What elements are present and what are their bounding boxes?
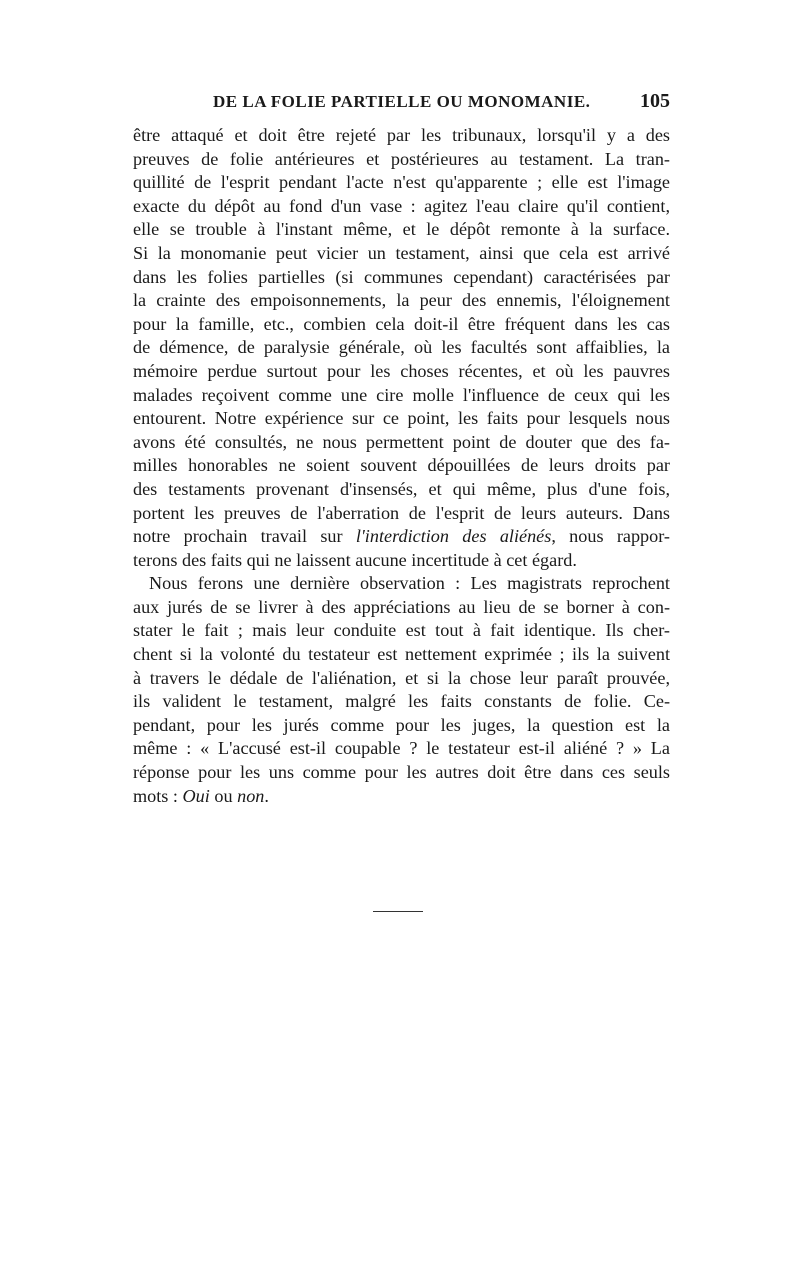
text-line: de démence, de paralysie générale, où les facultés sont affaiblies, la bbox=[133, 337, 670, 358]
text-line: même : « L'accusé est-il coupable ? le testateur est-il aliéné ? » La bbox=[133, 738, 670, 759]
text-line: Si la monomanie peut vicier un testament, ainsi que cela est arrivé bbox=[133, 242, 670, 263]
running-title: DE LA FOLIE PARTIELLE OU MONOMANIE. bbox=[213, 92, 591, 111]
text-line: elle se trouble à l'instant même, et le dépôt remonte à la surface. bbox=[133, 219, 670, 240]
text-line: Nous ferons une dernière observation : Les magistrats reprochent bbox=[149, 573, 670, 594]
text-segment: notre prochain travail sur bbox=[133, 526, 356, 547]
text-line: exacte du dépôt au fond d'un vase : agitez l'eau claire qu'il contient, bbox=[133, 195, 670, 216]
page-header bbox=[133, 92, 670, 120]
page-number: 105 bbox=[640, 90, 670, 112]
text-line: réponse pour les uns comme pour les autres doit être dans ces seuls bbox=[133, 762, 670, 783]
text-line: entourent. Notre expérience sur ce point, les faits pour lesquels nous bbox=[133, 408, 670, 429]
text-line: pour la famille, etc., combien cela doit-il être fréquent dans les cas bbox=[133, 313, 670, 334]
text-line: des testaments provenant d'insensés, et qui même, plus d'une fois, bbox=[133, 478, 670, 499]
text-line: milles honorables ne soient souvent dépouillées de leurs droits par bbox=[133, 455, 670, 476]
text-line: à travers le dédale de l'aliénation, et si la chose leur paraît prouvée, bbox=[133, 667, 670, 688]
text-line: malades reçoivent comme une cire molle l'influence de ceux qui les bbox=[133, 384, 670, 405]
text-segment: . bbox=[264, 785, 269, 806]
text-line: portent les preuves de l'aberration de l'esprit de leurs auteurs. Dans bbox=[133, 502, 670, 523]
text-line-final bbox=[133, 785, 670, 809]
italic-word-oui: Oui bbox=[182, 785, 210, 806]
text-line: quillité de l'esprit pendant l'acte n'est qu'apparente ; elle est l'image bbox=[133, 172, 670, 193]
body-text bbox=[133, 124, 670, 808]
text-line: pendant, pour les jurés comme pour les juges, la question est la bbox=[133, 714, 670, 735]
text-line: stater le fait ; mais leur conduite est tout à fait identique. Ils cher- bbox=[133, 620, 670, 641]
text-line: aux jurés de se livrer à des appréciations au lieu de se borner à con- bbox=[133, 596, 670, 617]
paragraph-2 bbox=[133, 572, 670, 808]
text-line: être attaqué et doit être rejeté par les tribunaux, lorsqu'il y a des bbox=[133, 125, 670, 145]
text-line: preuves de folie antérieures et postérieures au testament. La tran- bbox=[133, 148, 670, 169]
text-line-with-title bbox=[133, 525, 670, 549]
text-line: mémoire perdue surtout pour les choses récentes, et où les pauvres bbox=[133, 360, 670, 381]
text-segment: , nous rappor- bbox=[551, 526, 670, 547]
end-rule bbox=[373, 911, 423, 912]
text-line: avons été consultés, ne nous permettent point de douter que des fa- bbox=[133, 431, 670, 452]
text-segment: ou bbox=[209, 785, 238, 806]
text-line: la crainte des empoisonnements, la peur des ennemis, l'éloignement bbox=[133, 290, 670, 311]
italic-word-non: non bbox=[237, 785, 265, 806]
text-line: chent si la volonté du testateur est nettement exprimée ; ils la suivent bbox=[133, 644, 670, 665]
text-segment: mots : bbox=[133, 785, 183, 806]
text-line: dans les folies partielles (si communes cependant) caractérisées par bbox=[133, 266, 670, 287]
paragraph-1 bbox=[133, 124, 670, 572]
text-line: terons des faits qui ne laissent aucune incertitude à cet égard. bbox=[133, 549, 577, 570]
text-line: ils valident le testament, malgré les faits constants de folie. Ce- bbox=[133, 691, 670, 712]
italic-work-title: l'interdiction des aliénés bbox=[355, 526, 552, 547]
